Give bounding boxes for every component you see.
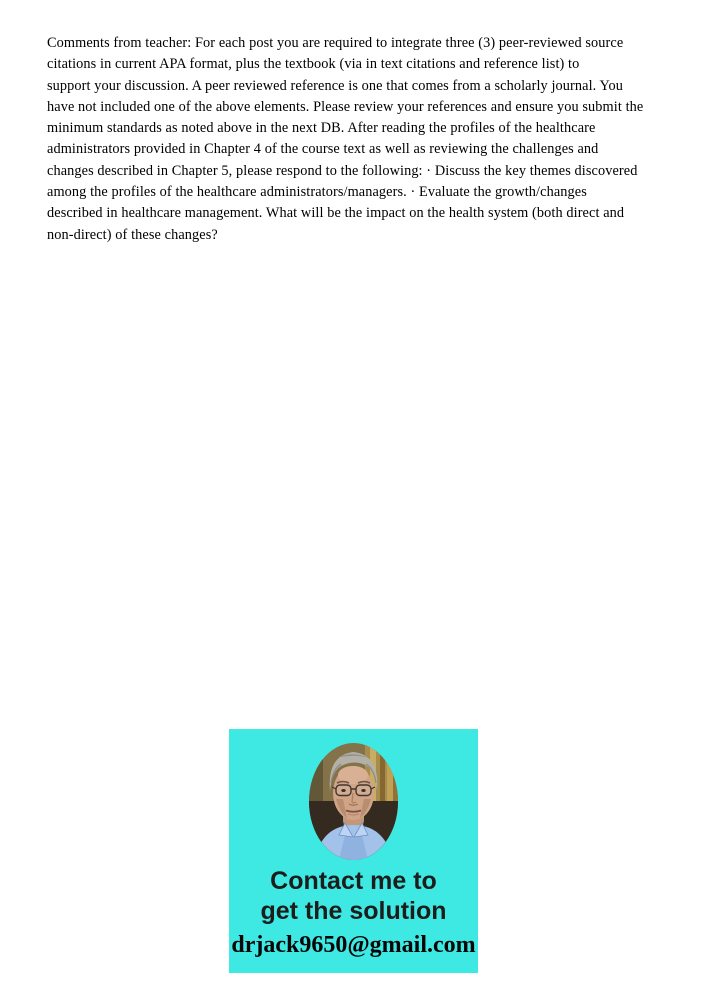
paragraph-line: citations in current APA format, plus the textbook (via in text citations and reference list) to	[47, 56, 580, 73]
paragraph-line: non-direct) of these changes?	[47, 226, 218, 243]
portrait-photo	[309, 743, 398, 860]
paragraph-line: administrators provided in Chapter 4 of the course text as well as reviewing the challenges and	[47, 141, 599, 158]
paragraph-line: minimum standards as noted above in the next DB. After reading the profiles of the healthcare	[47, 120, 596, 137]
paragraph-line: described in healthcare management. What will be the impact on the health system (both direct and	[47, 205, 625, 222]
paragraph-line: have not included one of the above elements. Please review your references and ensure you submit the	[47, 98, 644, 115]
paragraph-line: among the profiles of the healthcare administrators/managers. · Evaluate the growth/changes	[47, 184, 587, 201]
paragraph-line: changes described in Chapter 5, please respond to the following: · Discuss the key themes discovered	[47, 162, 638, 179]
teacher-comments-paragraph	[47, 33, 653, 246]
paragraph-line: Comments from teacher: For each post you are required to integrate three (3) peer-reviewed source	[47, 35, 624, 51]
paragraph-line: support your discussion. A peer reviewed reference is one that comes from a scholarly journal. You	[47, 77, 623, 94]
banner-heading-line2: get the solution	[260, 897, 447, 925]
contact-email: drjack9650@gmail.com	[231, 932, 476, 958]
contact-banner	[229, 729, 478, 973]
banner-heading-line1: Contact me to	[270, 867, 437, 895]
banner-heading	[260, 866, 446, 926]
